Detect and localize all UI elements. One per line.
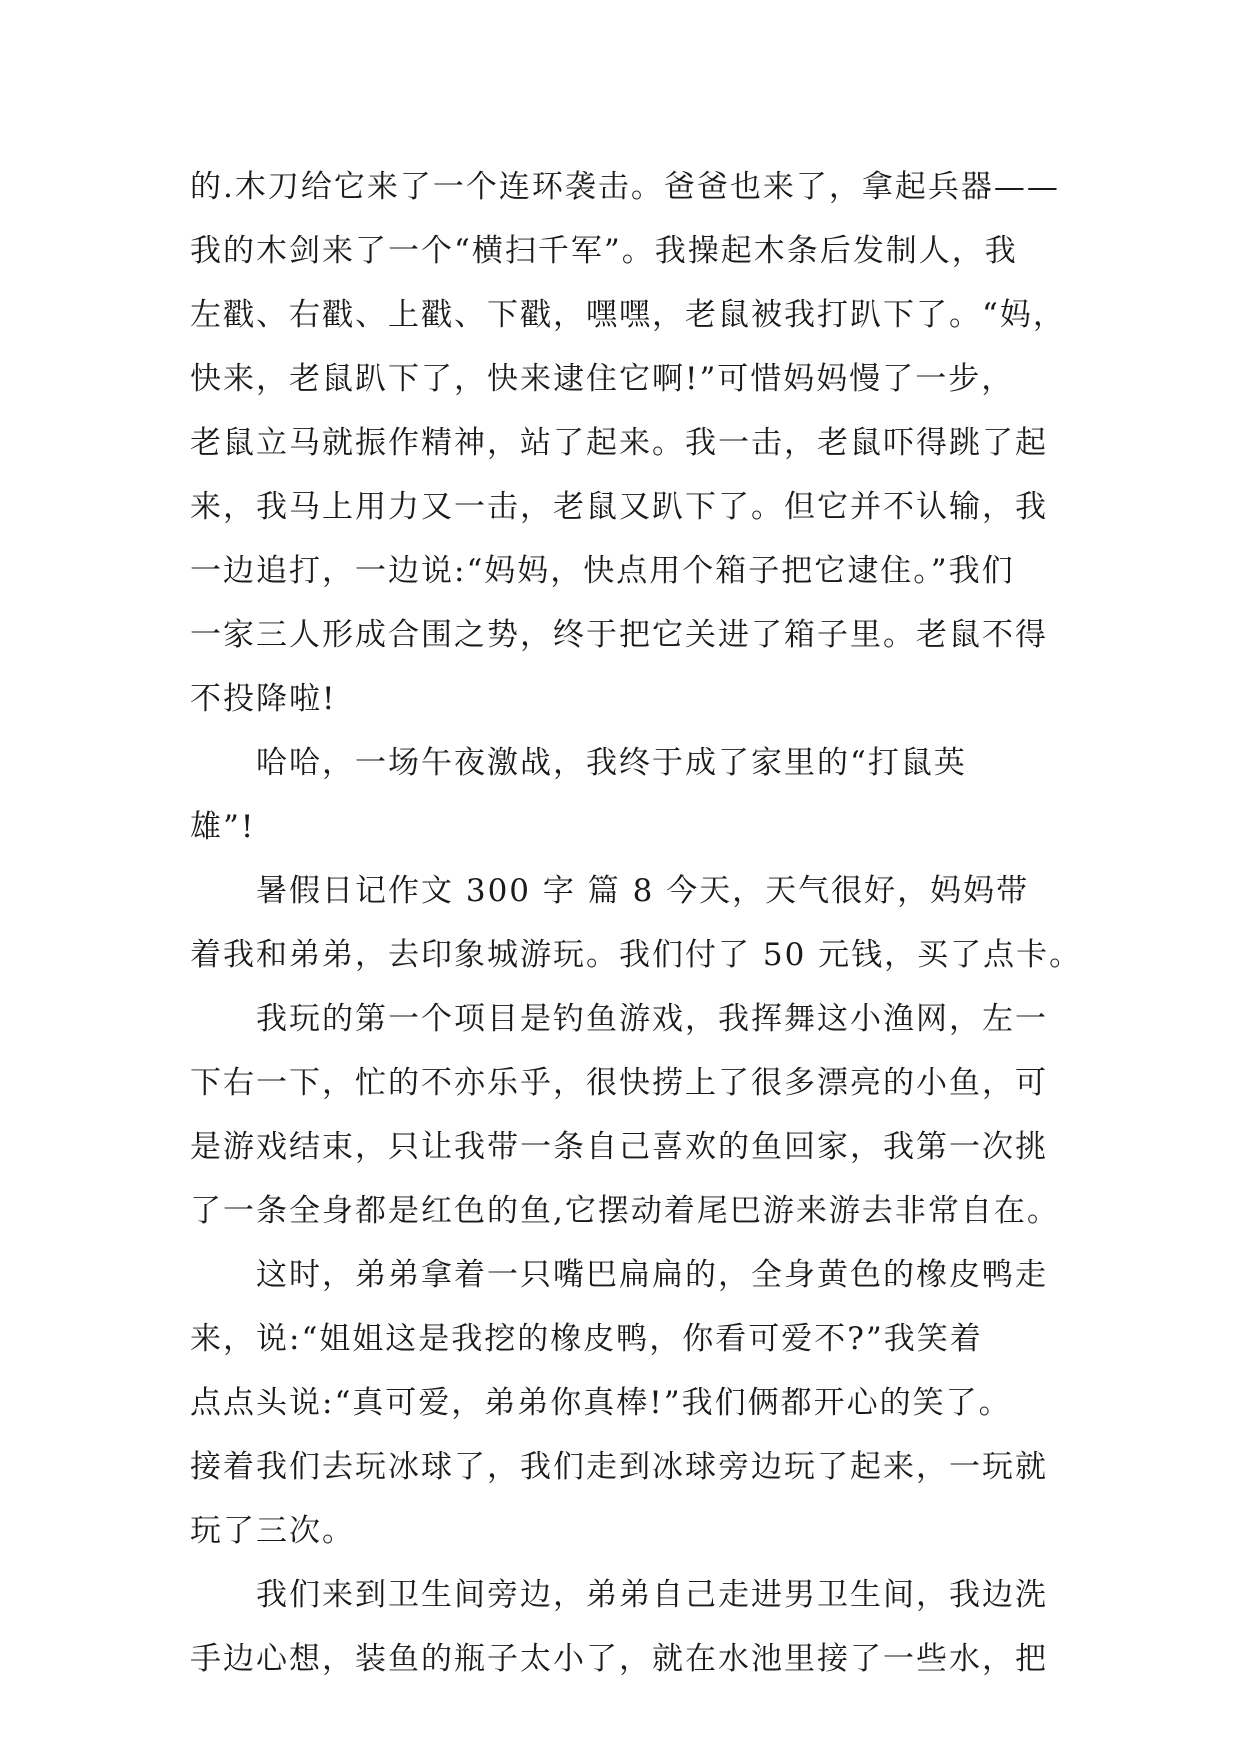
text-line: 快来，老鼠趴下了，快来逮住它啊!”可惜妈妈慢了一步，: [190, 361, 1015, 397]
text-line: 接着我们去玩冰球了，我们走到冰球旁边玩了起来，一玩就: [190, 1449, 1048, 1485]
text-line: 雄”!: [190, 809, 256, 845]
text-line: 一家三人形成合围之势，终于把它关进了箱子里。老鼠不得: [190, 617, 1048, 653]
paragraph-first-line: 这时，弟弟拿着一只嘴巴扁扁的，全身黄色的橡皮鸭走: [256, 1257, 1048, 1293]
text-line: 来，说:“姐姐这是我挖的橡皮鸭，你看可爱不?”我笑着: [190, 1321, 983, 1357]
paragraph-first-line: 我们来到卫生间旁边，弟弟自己走进男卫生间，我边洗: [256, 1577, 1048, 1613]
text-line: 是游戏结束，只让我带一条自己喜欢的鱼回家，我第一次挑: [190, 1129, 1048, 1165]
text-line: 一边追打，一边说:“妈妈，快点用个箱子把它逮住。”我们: [190, 553, 1015, 589]
paragraph-first-line: 我玩的第一个项目是钓鱼游戏，我挥舞这小渔网，左一: [256, 1001, 1048, 1037]
text-line: 左戳、右戳、上戳、下戳，嘿嘿，老鼠被我打趴下了。“妈，: [190, 297, 1066, 333]
text-line: 手边心想，装鱼的瓶子太小了，就在水池里接了一些水，把: [190, 1641, 1048, 1677]
text-line: 来，我马上用力又一击，老鼠又趴下了。但它并不认输，我: [190, 489, 1048, 525]
text-line: 不投降啦!: [190, 681, 337, 717]
text-line: 着我和弟弟，去印象城游玩。我们付了 50 元钱，买了点卡。: [190, 937, 1083, 973]
paragraph-first-line: 哈哈，一场午夜激战，我终于成了家里的“打鼠英: [256, 745, 967, 781]
text-line: 点点头说:“真可爱，弟弟你真棒!”我们俩都开心的笑了。: [190, 1385, 1012, 1421]
text-line: 玩了三次。: [190, 1513, 355, 1549]
text-line: 下右一下，忙的不亦乐乎，很快捞上了很多漂亮的小鱼，可: [190, 1065, 1048, 1101]
document-body: [190, 155, 1083, 1691]
text-line: 了一条全身都是红色的鱼,它摆动着尾巴游来游去非常自在。: [190, 1193, 1060, 1229]
text-line: 老鼠立马就振作精神，站了起来。我一击，老鼠吓得跳了起: [190, 425, 1048, 461]
text-line: 我的木剑来了一个“横扫千军”。我操起木条后发制人，我: [190, 233, 1018, 269]
text-line: 的.木刀给它来了一个连环袭击。爸爸也来了，拿起兵器——: [190, 169, 1060, 205]
section-heading-line: 暑假日记作文 300 字 篇 8 今天，天气很好，妈妈带: [256, 873, 1030, 909]
